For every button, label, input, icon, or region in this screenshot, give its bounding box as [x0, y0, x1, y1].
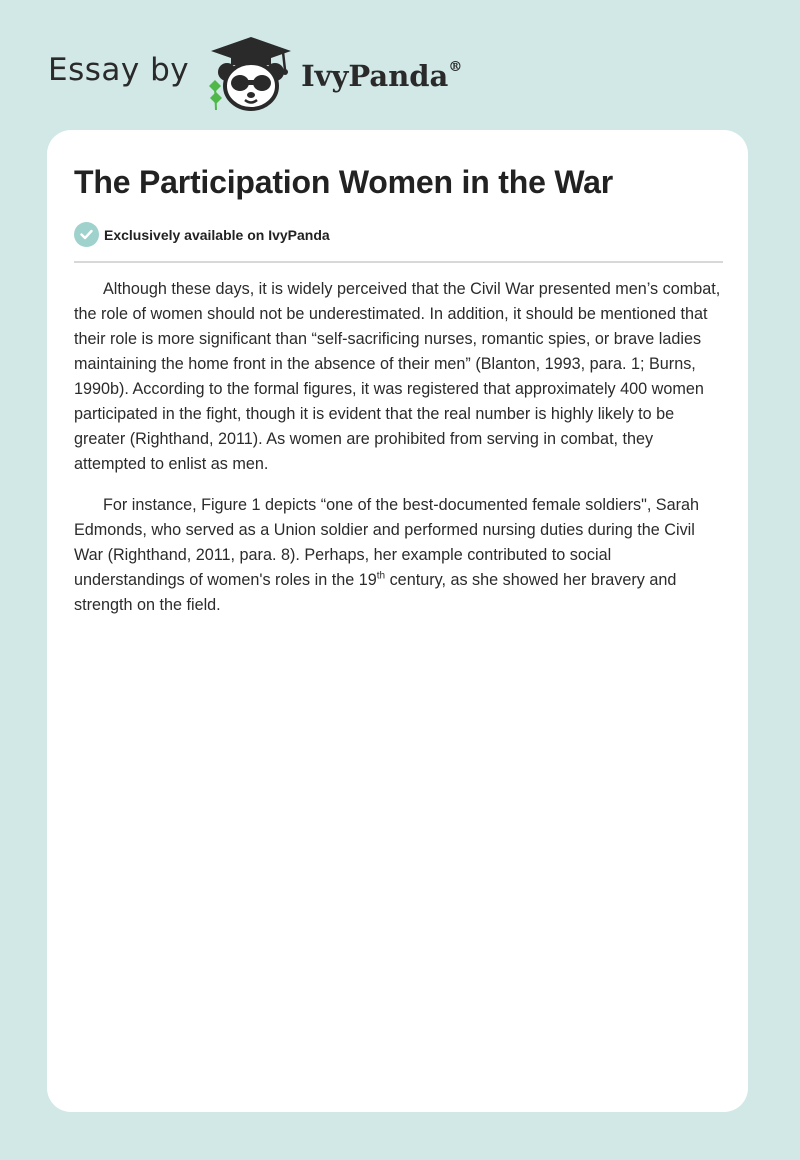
registered-mark: ® — [448, 59, 463, 76]
brand-name — [301, 59, 462, 93]
article-body — [74, 277, 724, 634]
paragraph: Although these days, it is widely perceived that the Civil War presented men’s combat, the role of women should not be underestimated. In addition, it should be mentioned that their role is more significant than “self-sacrificing nurses, romantic spies, or brave ladies maintaining the home front in the absence of their men” (Blanton, 1993, para. 1; Burns, 1990b). According to the formal figures, it was registered that approximately 400 women participated in the fight, though it is evident that the real number is highly likely to be greater (Righthand, 2011). As women are prohibited from serving in combat, they attempted to enlist as men. — [74, 280, 721, 473]
exclusive-badge — [74, 222, 330, 247]
essay-by-label: Essay by — [48, 52, 190, 88]
paragraph-text: century, as she showed her bravery and strength on the field. — [74, 571, 677, 614]
exclusive-badge-label: Exclusively available on IvyPanda — [104, 226, 330, 243]
ordinal-superscript: th — [376, 570, 386, 582]
page-title: The Participation Women in the War — [74, 164, 614, 200]
site-header — [48, 34, 462, 114]
brand-text: IvyPanda — [301, 59, 449, 93]
paragraph — [74, 493, 724, 618]
paragraph-text: For instance, Figure 1 depicts “one of the best-documented female soldiers", Sarah Edmonds, who served as a Union soldier and performed nursing duties during the Civil War (Righthand, 2011, para. 8). Perhaps, her example contributed to social understandings of women's roles in the 19 — [74, 496, 700, 589]
divider — [74, 261, 723, 263]
check-icon — [74, 222, 99, 247]
panda-graduate-icon — [205, 34, 297, 114]
article-card — [47, 130, 748, 1112]
